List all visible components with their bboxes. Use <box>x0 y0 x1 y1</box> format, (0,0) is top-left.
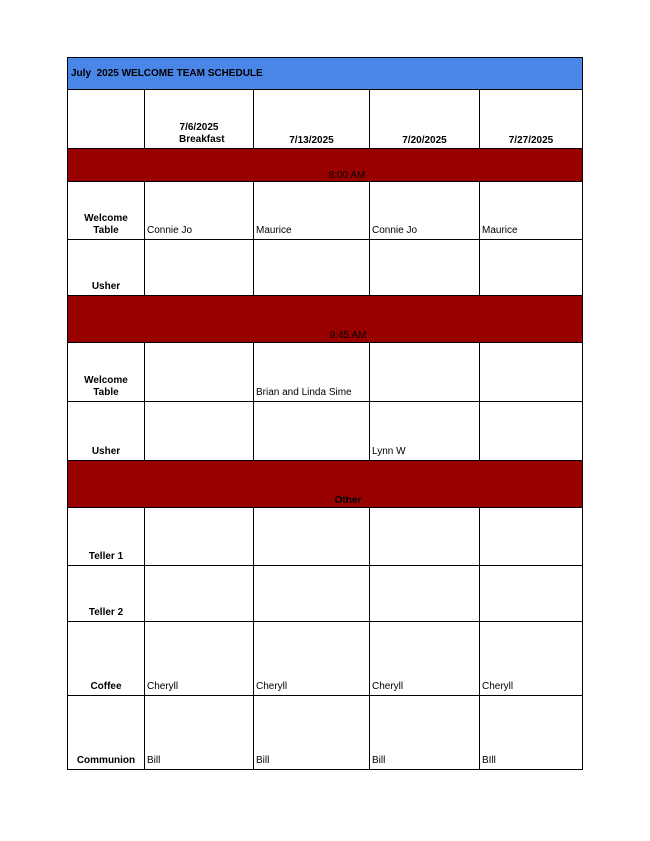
table-cell[interactable] <box>254 566 370 622</box>
table-cell[interactable] <box>480 240 583 296</box>
table-cell[interactable]: Cheryll <box>480 622 583 696</box>
table-row <box>68 402 583 461</box>
table-cell[interactable] <box>145 508 254 566</box>
table-cell[interactable] <box>480 566 583 622</box>
row-label: Usher <box>68 402 145 461</box>
table-cell[interactable] <box>480 508 583 566</box>
table-cell[interactable]: Cheryll <box>370 622 480 696</box>
section-label-other: Other <box>68 461 583 508</box>
schedule-title: July 2025 WELCOME TEAM SCHEDULE <box>68 58 583 90</box>
table-cell[interactable]: Bill <box>370 696 480 770</box>
table-cell[interactable] <box>254 240 370 296</box>
row-label: Usher <box>68 240 145 296</box>
table-cell[interactable]: Maurice <box>254 182 370 240</box>
schedule-table <box>67 57 583 770</box>
table-cell[interactable] <box>145 566 254 622</box>
table-cell[interactable]: BIll <box>480 696 583 770</box>
header-date-3: 7/20/2025 <box>370 90 480 149</box>
header-date-1: 7/6/2025 Breakfast <box>145 90 254 149</box>
table-cell[interactable] <box>480 343 583 402</box>
table-cell[interactable] <box>145 240 254 296</box>
table-cell[interactable]: Cheryll <box>254 622 370 696</box>
row-label: Teller 2 <box>68 566 145 622</box>
table-cell[interactable]: Lynn W <box>370 402 480 461</box>
table-cell[interactable] <box>370 508 480 566</box>
table-cell[interactable] <box>370 240 480 296</box>
table-cell[interactable]: Bill <box>254 696 370 770</box>
row-label: Communion <box>68 696 145 770</box>
section-label-945am: 9:45 AM <box>68 296 583 343</box>
table-cell[interactable] <box>254 402 370 461</box>
table-row <box>68 696 583 770</box>
title-row <box>68 58 583 90</box>
table-cell[interactable] <box>370 566 480 622</box>
table-row <box>68 508 583 566</box>
table-cell[interactable] <box>145 402 254 461</box>
table-cell[interactable] <box>370 343 480 402</box>
table-cell[interactable]: Connie Jo <box>145 182 254 240</box>
row-label: Teller 1 <box>68 508 145 566</box>
table-cell[interactable] <box>254 508 370 566</box>
table-cell[interactable]: Brian and Linda Sime <box>254 343 370 402</box>
table-cell[interactable]: Cheryll <box>145 622 254 696</box>
table-row <box>68 343 583 402</box>
table-cell[interactable] <box>480 402 583 461</box>
header-row <box>68 90 583 149</box>
table-row <box>68 182 583 240</box>
table-row <box>68 622 583 696</box>
row-label: Welcome Table <box>68 182 145 240</box>
header-date-4: 7/27/2025 <box>480 90 583 149</box>
header-date-2: 7/13/2025 <box>254 90 370 149</box>
section-row-8am <box>68 149 583 182</box>
section-row-945am <box>68 296 583 343</box>
header-corner-cell <box>68 90 145 149</box>
table-cell[interactable] <box>145 343 254 402</box>
section-label-8am: 8:00 AM <box>68 149 583 182</box>
table-cell[interactable]: Bill <box>145 696 254 770</box>
section-row-other <box>68 461 583 508</box>
table-row <box>68 566 583 622</box>
table-cell[interactable]: Maurice <box>480 182 583 240</box>
row-label: Coffee <box>68 622 145 696</box>
row-label: Welcome Table <box>68 343 145 402</box>
table-row <box>68 240 583 296</box>
table-cell[interactable]: Connie Jo <box>370 182 480 240</box>
